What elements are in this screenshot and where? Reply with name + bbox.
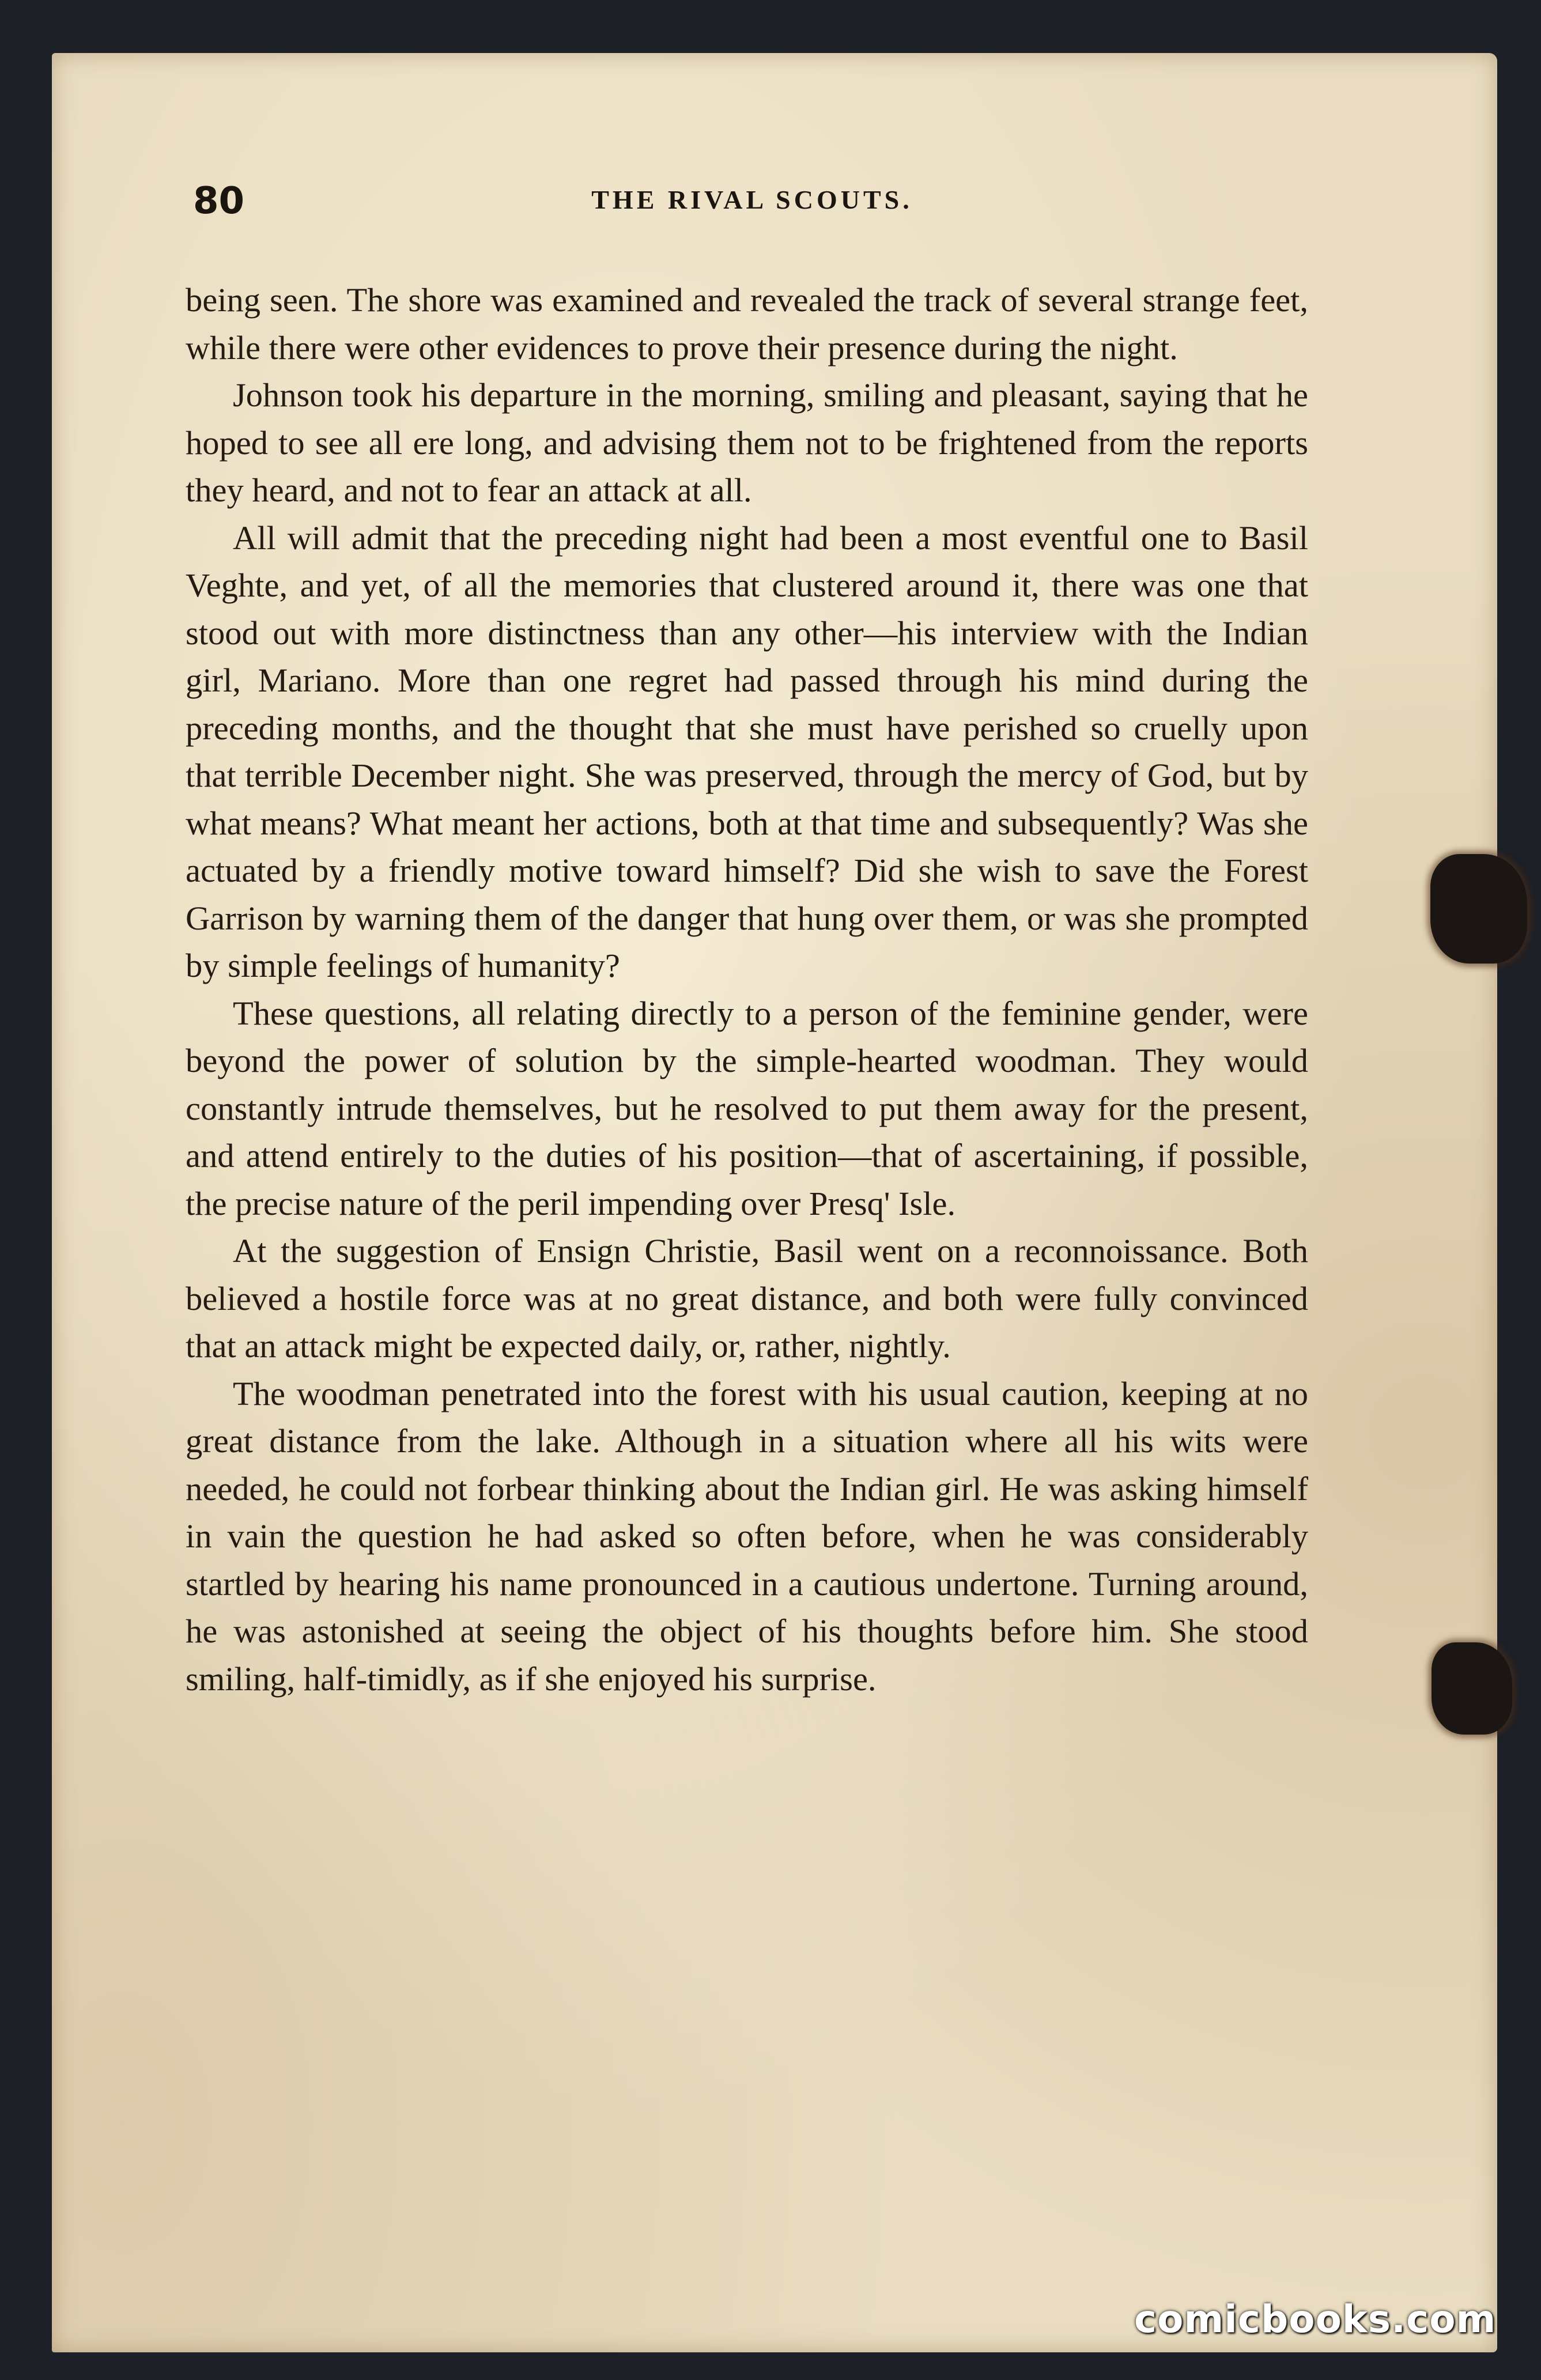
running-title: THE RIVAL SCOUTS. [591, 185, 913, 214]
page-damage-hole [1432, 1642, 1512, 1735]
paragraph-3: All will admit that the preceding night had been a most eventful one to Basil Veghte, and yet, of all the memories that clustered around it, there was one that stood out with more distinctness than any other—his interview with the Indian girl, Mariano. More than one regret had passed through his mind during the preceding months, and the thought that she must have perished so cruelly upon that terrible December night. She was preserved, through the mercy of God, but by what means? What meant her actions, both at that time and subsequently? Was she actuated by a friendly motive toward himself? Did she wish to save the Forest Garrison by warning them of the danger that hung over them, or was she prompted by simple feelings of humanity? [186, 519, 1308, 984]
running-head [193, 180, 1311, 232]
paragraph-2: Johnson took his departure in the morning, smiling and pleasant, saying that he hoped to see all ere long, and advising them not to be frightened from the reports they heard, and not to fear an attack at all. [186, 376, 1308, 509]
body-text [186, 277, 1308, 1703]
watermark: comicbooks.com [1134, 2297, 1497, 2341]
paragraph-1: being seen. The shore was examined and revealed the track of several strange feet, while there were other evidences to prove their presence during the night. [186, 281, 1308, 367]
page-damage-hole [1430, 854, 1527, 964]
paragraph-4: These questions, all relating directly to a person of the feminine gender, were beyond the power of solution by the simple-hearted woodman. They would constantly intrude themselves, but he resolved to put them away for the present, and attend entirely to the duties of his position—that of ascertaining, if possible, the precise nature of the peril impending over Presq' Isle. [186, 994, 1308, 1222]
page-number: 80 [193, 180, 245, 222]
paragraph-6: The woodman penetrated into the forest with his usual caution, keeping at no great distance from the lake. Although in a situation where all his wits were needed, he could not forbear thinking about the Indian girl. He was asking himself in vain the question he had asked so often before, when he was considerably startled by hearing his name pronounced in a cautious undertone. Turning around, he was astonished at seeing the object of his thoughts before him. She stood smiling, half-timidly, as if she enjoyed his surprise. [186, 1374, 1308, 1698]
paragraph-5: At the suggestion of Ensign Christie, Basil went on a reconnoissance. Both believed a hostile force was at no great distance, and both were fully convinced that an attack might be expected daily, or, rather, nightly. [186, 1232, 1308, 1365]
